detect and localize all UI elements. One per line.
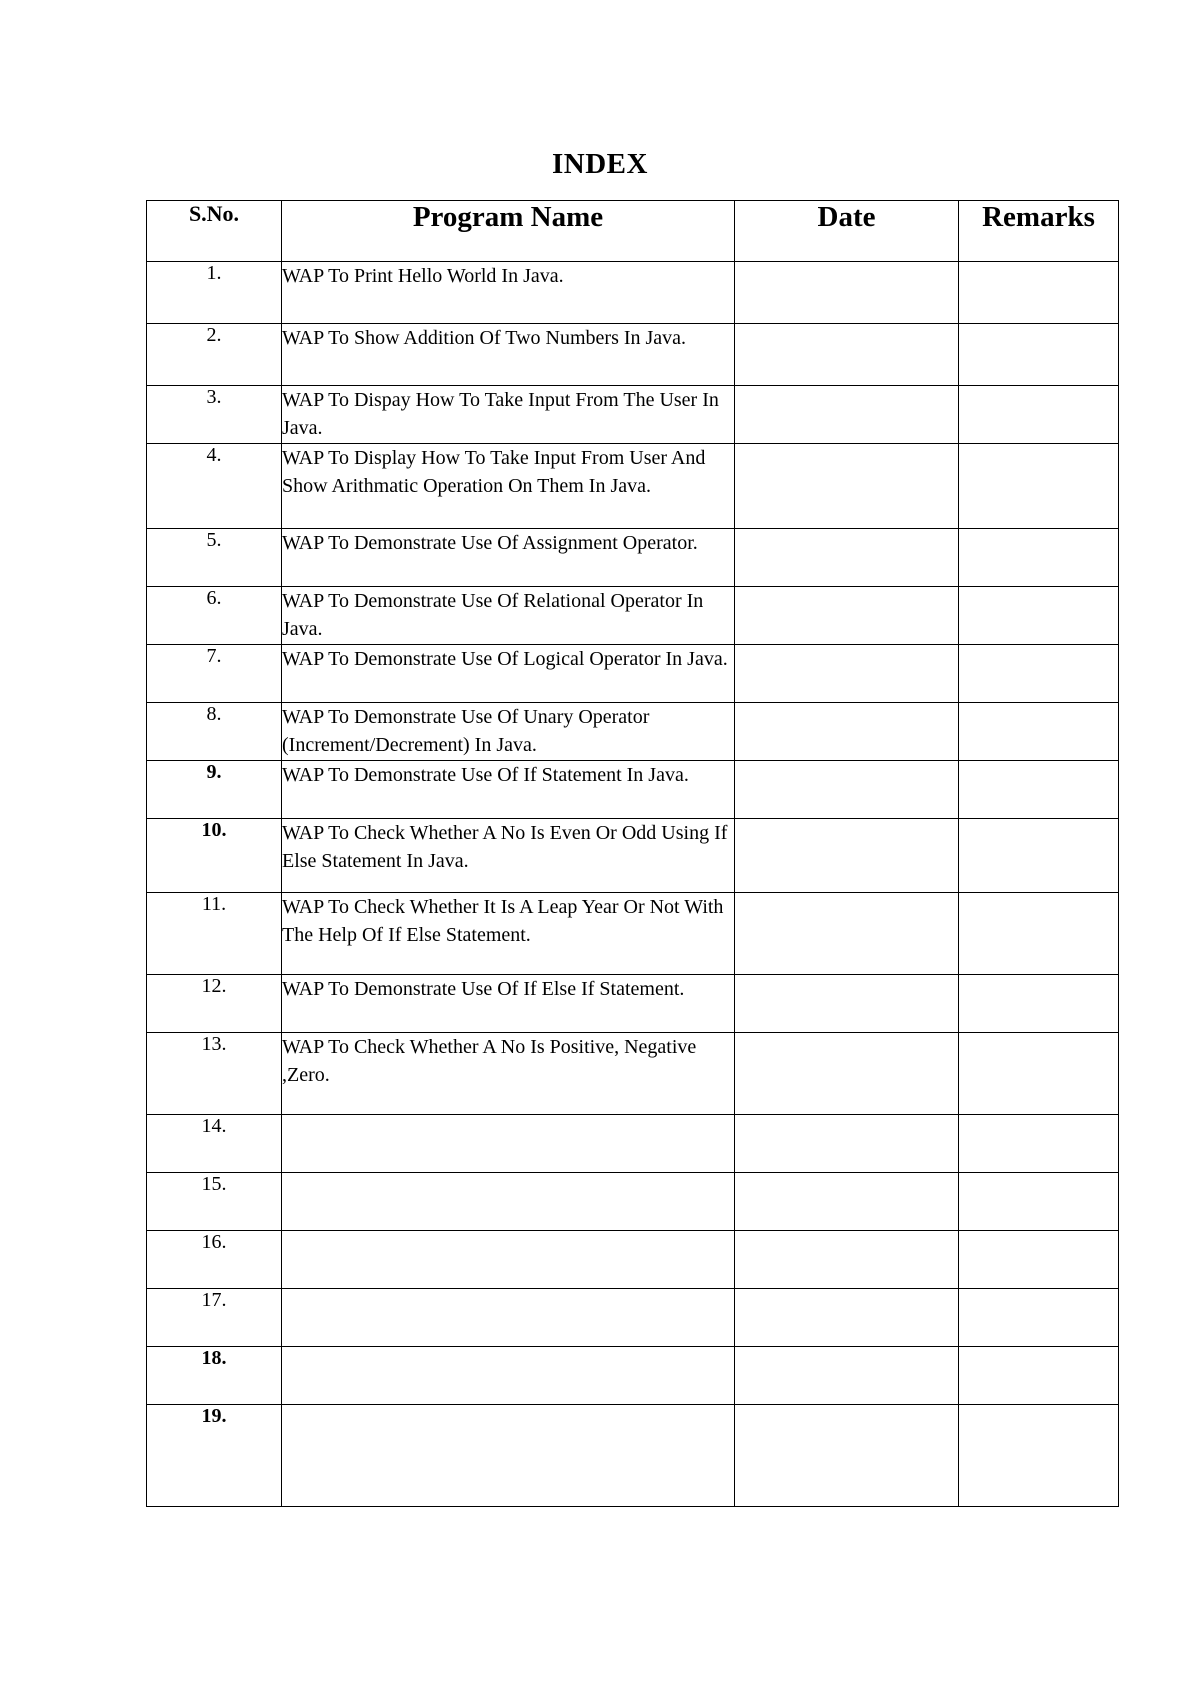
header-sno: S.No. <box>147 201 282 262</box>
table-row <box>147 1115 1119 1173</box>
remarks-cell <box>959 893 1119 975</box>
date-cell <box>735 761 959 819</box>
table-row <box>147 1405 1119 1507</box>
date-cell <box>735 444 959 529</box>
sno-cell: 18. <box>147 1347 282 1405</box>
sno-cell: 16. <box>147 1231 282 1289</box>
program-name-cell <box>282 1347 735 1405</box>
program-name-cell <box>282 1405 735 1507</box>
date-cell <box>735 324 959 386</box>
date-cell <box>735 1231 959 1289</box>
table-row <box>147 1173 1119 1231</box>
index-table <box>146 200 1119 1507</box>
program-name-cell: WAP To Demonstrate Use Of Relational Operator In Java. <box>282 587 735 645</box>
program-name-cell: WAP To Demonstrate Use Of Logical Operator In Java. <box>282 645 735 703</box>
sno-cell: 8. <box>147 703 282 761</box>
program-name-cell <box>282 1289 735 1347</box>
remarks-cell <box>959 529 1119 587</box>
program-name-cell <box>282 1231 735 1289</box>
date-cell <box>735 529 959 587</box>
program-name-cell <box>282 1115 735 1173</box>
sno-cell: 4. <box>147 444 282 529</box>
header-program-name: Program Name <box>282 201 735 262</box>
remarks-cell <box>959 761 1119 819</box>
remarks-cell <box>959 324 1119 386</box>
date-cell <box>735 1347 959 1405</box>
table-row <box>147 1347 1119 1405</box>
program-name-cell: WAP To Demonstrate Use Of Assignment Operator. <box>282 529 735 587</box>
date-cell <box>735 819 959 893</box>
remarks-cell <box>959 975 1119 1033</box>
date-cell <box>735 1033 959 1115</box>
table-row <box>147 587 1119 645</box>
sno-cell: 2. <box>147 324 282 386</box>
sno-cell: 3. <box>147 386 282 444</box>
remarks-cell <box>959 1115 1119 1173</box>
remarks-cell <box>959 587 1119 645</box>
program-name-cell: WAP To Check Whether A No Is Even Or Odd Using If Else Statement In Java. <box>282 819 735 893</box>
remarks-cell <box>959 1173 1119 1231</box>
remarks-cell <box>959 262 1119 324</box>
sno-cell: 1. <box>147 262 282 324</box>
table-row <box>147 444 1119 529</box>
date-cell <box>735 1115 959 1173</box>
remarks-cell <box>959 703 1119 761</box>
remarks-cell <box>959 1405 1119 1507</box>
program-name-cell: WAP To Print Hello World In Java. <box>282 262 735 324</box>
remarks-cell <box>959 444 1119 529</box>
sno-cell: 17. <box>147 1289 282 1347</box>
program-name-cell: WAP To Show Addition Of Two Numbers In Java. <box>282 324 735 386</box>
remarks-cell <box>959 645 1119 703</box>
table-row <box>147 819 1119 893</box>
date-cell <box>735 386 959 444</box>
remarks-cell <box>959 1231 1119 1289</box>
table-row <box>147 324 1119 386</box>
program-name-cell: WAP To Demonstrate Use Of Unary Operator (Increment/Decrement) In Java. <box>282 703 735 761</box>
program-name-cell: WAP To Dispay How To Take Input From The User In Java. <box>282 386 735 444</box>
table-row <box>147 262 1119 324</box>
table-header-row <box>147 201 1119 262</box>
header-date: Date <box>735 201 959 262</box>
table-row <box>147 1033 1119 1115</box>
date-cell <box>735 262 959 324</box>
table-row <box>147 975 1119 1033</box>
sno-cell: 14. <box>147 1115 282 1173</box>
date-cell <box>735 587 959 645</box>
sno-cell: 15. <box>147 1173 282 1231</box>
sno-cell: 10. <box>147 819 282 893</box>
table-row <box>147 529 1119 587</box>
program-name-cell: WAP To Check Whether A No Is Positive, Negative ,Zero. <box>282 1033 735 1115</box>
header-remarks: Remarks <box>959 201 1119 262</box>
remarks-cell <box>959 1289 1119 1347</box>
sno-cell: 6. <box>147 587 282 645</box>
remarks-cell <box>959 1033 1119 1115</box>
table-row <box>147 703 1119 761</box>
date-cell <box>735 1405 959 1507</box>
sno-cell: 9. <box>147 761 282 819</box>
table-row <box>147 761 1119 819</box>
page-title: INDEX <box>552 148 648 180</box>
date-cell <box>735 703 959 761</box>
sno-cell: 7. <box>147 645 282 703</box>
date-cell <box>735 893 959 975</box>
date-cell <box>735 1173 959 1231</box>
table-row <box>147 893 1119 975</box>
program-name-cell: WAP To Demonstrate Use Of If Statement In Java. <box>282 761 735 819</box>
program-name-cell: WAP To Demonstrate Use Of If Else If Statement. <box>282 975 735 1033</box>
table-row <box>147 1289 1119 1347</box>
program-name-cell: WAP To Display How To Take Input From User And Show Arithmatic Operation On Them In Java. <box>282 444 735 529</box>
remarks-cell <box>959 1347 1119 1405</box>
sno-cell: 13. <box>147 1033 282 1115</box>
date-cell <box>735 975 959 1033</box>
sno-cell: 19. <box>147 1405 282 1507</box>
remarks-cell <box>959 819 1119 893</box>
sno-cell: 5. <box>147 529 282 587</box>
date-cell <box>735 1289 959 1347</box>
sno-cell: 12. <box>147 975 282 1033</box>
remarks-cell <box>959 386 1119 444</box>
table-row <box>147 1231 1119 1289</box>
date-cell <box>735 645 959 703</box>
table-row <box>147 386 1119 444</box>
sno-cell: 11. <box>147 893 282 975</box>
program-name-cell: WAP To Check Whether It Is A Leap Year Or Not With The Help Of If Else Statement. <box>282 893 735 975</box>
table-row <box>147 645 1119 703</box>
program-name-cell <box>282 1173 735 1231</box>
